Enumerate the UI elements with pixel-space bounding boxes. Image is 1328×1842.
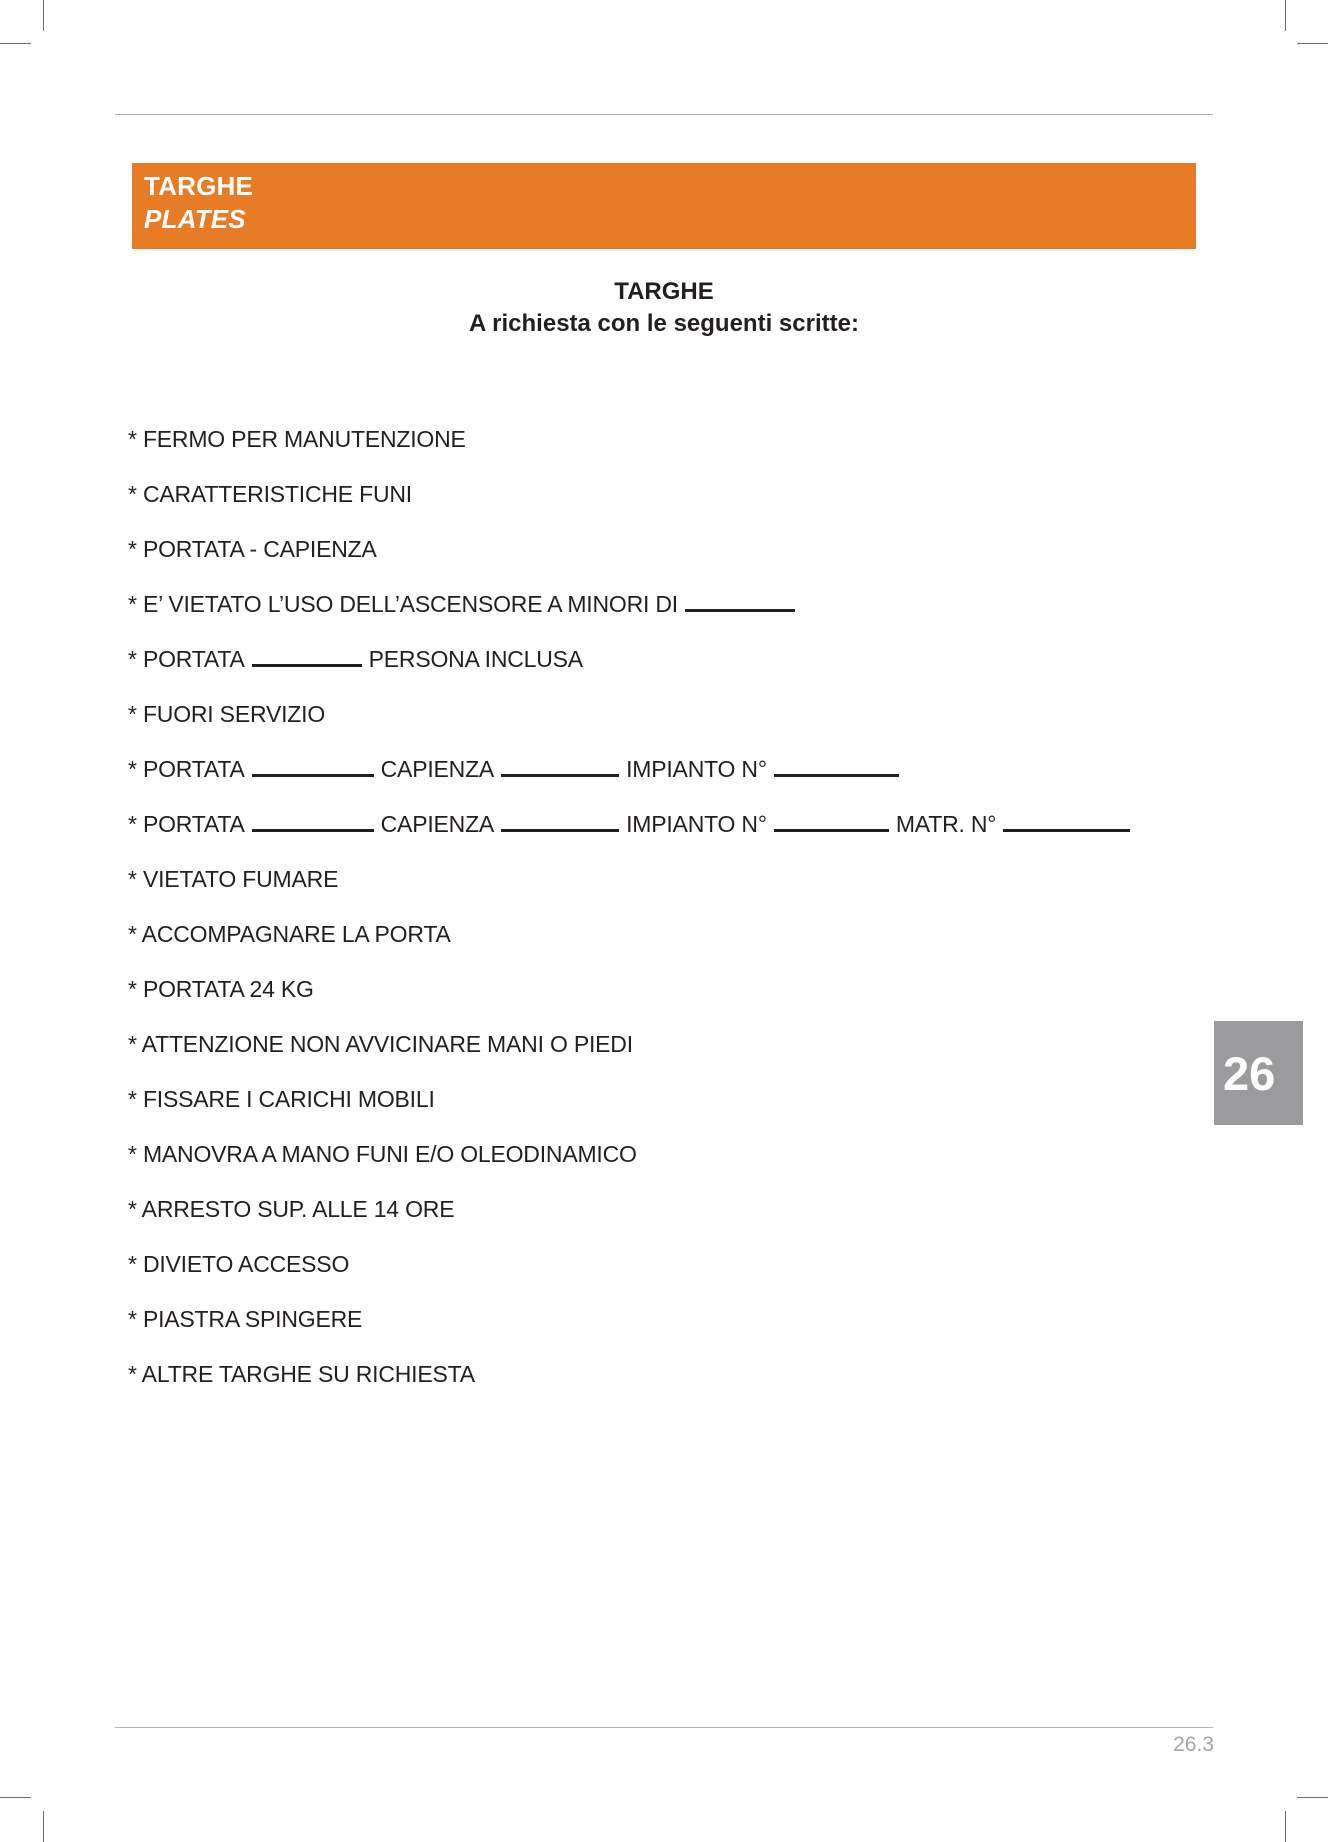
fill-in-blank-rule	[501, 829, 619, 832]
fill-in-blank-rule	[252, 774, 374, 777]
list-item-text: * ARRESTO SUP. ALLE 14 ORE	[128, 1196, 455, 1222]
list-item-text: * PORTATA 24 KG	[128, 976, 314, 1002]
list-item	[128, 1306, 1228, 1361]
list-item	[128, 1196, 1228, 1251]
list-item-text: * FISSARE I CARICHI MOBILI	[128, 1086, 435, 1112]
list-item-text: * E’ VIETATO L’USO DELL’ASCENSORE A MINORI DI	[128, 591, 678, 617]
list-item	[128, 1086, 1228, 1141]
chapter-tab-label: 26	[1223, 1046, 1276, 1100]
fill-in-blank-rule	[1003, 829, 1130, 832]
bottom-rule	[115, 1727, 1213, 1728]
page-number: 26.3	[1173, 1733, 1214, 1756]
list-item-text: * MANOVRA A MANO FUNI E/O OLEODINAMICO	[128, 1141, 637, 1167]
list-item-text: * FERMO PER MANUTENZIONE	[128, 426, 466, 452]
list-item	[128, 756, 1228, 811]
list-item	[128, 1361, 1228, 1416]
list-item-text: * PIASTRA SPINGERE	[128, 1306, 363, 1332]
list-item-text: * PORTATA	[128, 756, 245, 782]
list-item	[128, 921, 1228, 976]
crop-mark-bottom-left-vertical	[43, 1811, 44, 1842]
list-item-text: PERSONA INCLUSA	[368, 646, 583, 672]
list-item-text: CAPIENZA	[380, 811, 495, 837]
page-heading-line1: TARGHE	[614, 278, 714, 305]
list-item	[128, 646, 1228, 701]
list-item-text: CAPIENZA	[380, 756, 495, 782]
section-banner	[132, 163, 1196, 249]
fill-in-blank-rule	[774, 829, 889, 832]
list-item-text: IMPIANTO N°	[626, 811, 767, 837]
fill-in-blank-rule	[774, 774, 899, 777]
crop-mark-bottom-left-horizontal	[0, 1797, 31, 1798]
list-item-text: * VIETATO FUMARE	[128, 866, 339, 892]
fill-in-blank-rule	[501, 774, 619, 777]
list-item	[128, 481, 1228, 536]
list-item-text: * DIVIETO ACCESSO	[128, 1251, 350, 1277]
list-item-text: * FUORI SERVIZIO	[128, 701, 326, 727]
list-item	[128, 591, 1228, 646]
list-item	[128, 1251, 1228, 1306]
fill-in-blank-rule	[685, 609, 795, 612]
list-item-text: * PORTATA - CAPIENZA	[128, 536, 377, 562]
crop-mark-bottom-right-horizontal	[1297, 1797, 1328, 1798]
crop-mark-bottom-right-vertical	[1285, 1811, 1286, 1842]
top-rule	[115, 114, 1213, 115]
list-item-text: * ATTENZIONE NON AVVICINARE MANI O PIEDI	[128, 1031, 633, 1057]
list-item	[128, 701, 1228, 756]
list-item	[128, 1031, 1228, 1086]
crop-mark-top-right-horizontal	[1297, 43, 1328, 44]
crop-mark-top-left-horizontal	[0, 43, 31, 44]
plates-list	[128, 426, 1228, 1416]
list-item	[128, 976, 1228, 1031]
list-item-text: IMPIANTO N°	[626, 756, 767, 782]
list-item-text: * ACCOMPAGNARE LA PORTA	[128, 921, 451, 947]
crop-mark-top-left-vertical	[43, 0, 44, 31]
page-heading	[132, 276, 1196, 340]
list-item-text: * PORTATA	[128, 646, 245, 672]
section-title: TARGHE	[144, 171, 254, 201]
list-item-text: MATR. N°	[895, 811, 997, 837]
list-item	[128, 536, 1228, 591]
page-heading-line2: A richiesta con le seguenti scritte:	[469, 310, 859, 337]
list-item	[128, 866, 1228, 921]
list-item-text: * CARATTERISTICHE FUNI	[128, 481, 412, 507]
chapter-tab	[1214, 1021, 1303, 1125]
list-item-text: * ALTRE TARGHE SU RICHIESTA	[128, 1361, 475, 1387]
fill-in-blank-rule	[252, 664, 362, 667]
section-subtitle: PLATES	[144, 204, 246, 234]
list-item	[128, 426, 1228, 481]
list-item-text: * PORTATA	[128, 811, 245, 837]
list-item	[128, 811, 1228, 866]
fill-in-blank-rule	[252, 829, 374, 832]
list-item	[128, 1141, 1228, 1196]
crop-mark-top-right-vertical	[1285, 0, 1286, 31]
